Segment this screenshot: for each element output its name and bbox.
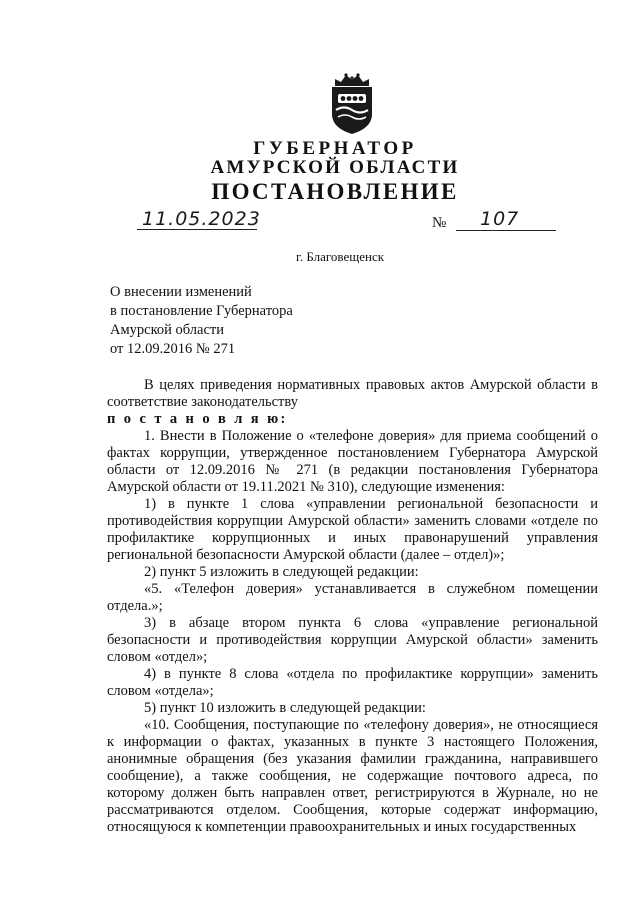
document-number: 107 — [480, 208, 520, 230]
subject-line: в постановление Губернатора — [110, 303, 293, 319]
number-underline — [456, 230, 556, 231]
document-date: 11.05.2023 — [142, 208, 261, 230]
decree-word: п о с т а н о в л я ю: — [107, 411, 288, 427]
coat-of-arms-icon — [327, 72, 377, 136]
paragraph: 1) в пункте 1 слова «управлении региональной безопасности и противодействия коррупции Амурской области» заменить словами «отделе по профилактике коррупционных и иных правонарушений управления региональной безопасности Амурской области (далее – отдел)»; — [107, 496, 598, 563]
paragraph: 4) в пункте 8 слова «отдела по профилактике коррупции» заменить словом «отдела»; — [107, 666, 598, 699]
paragraph: «10. Сообщения, поступающие по «телефону доверия», не относящиеся к информации о фактах, указанных в пункте 3 настоящего Положения, анонимные обращения (без указания фамилии гражданина, направившего сообщение), а также сообщения, не содержащие почтового адреса, по которому должен быть направлен ответ, регистрируются в Журнале, но не рассматриваются отделом. Сообщения, которые содержат информацию, относящуюся к компетенции правоохранительных и иных государственных — [107, 717, 598, 835]
place-of-issue: г. Благовещенск — [295, 249, 385, 264]
document-subject — [110, 283, 293, 359]
paragraph: 2) пункт 5 изложить в следующей редакции: — [144, 564, 419, 580]
number-label: № — [432, 215, 447, 231]
issuer-region: АМУРСКОЙ ОБЛАСТИ — [210, 157, 460, 178]
document-type-title: ПОСТАНОВЛЕНИЕ — [211, 179, 459, 204]
preamble: В целях приведения нормативных правовых актов Амурской области в соответствие законодательству — [107, 377, 598, 410]
paragraph: 5) пункт 10 изложить в следующей редакции: — [144, 700, 426, 716]
paragraph: «5. «Телефон доверия» устанавливается в служебном помещении отдела.»; — [107, 581, 598, 614]
issuer-title: ГУБЕРНАТОР — [253, 138, 417, 159]
paragraph: 3) в абзаце втором пункта 6 слова «управление региональной безопасности и противодействия коррупции Амурской области» заменить словом «отдел»; — [107, 615, 598, 665]
subject-line: О внесении изменений — [110, 284, 252, 300]
document-body — [107, 377, 598, 836]
subject-line: от 12.09.2016 № 271 — [110, 341, 236, 357]
subject-line: Амурской области — [110, 322, 224, 338]
paragraph: 1. Внести в Положение о «телефоне доверия» для приема сообщений о фактах коррупции, утвержденное постановлением Губернатора Амурской области от 12.09.2016 № 271 (в редакции постановления Губернатора Амурской области от 19.11.2021 № 310), следующие изменения: — [107, 428, 598, 495]
